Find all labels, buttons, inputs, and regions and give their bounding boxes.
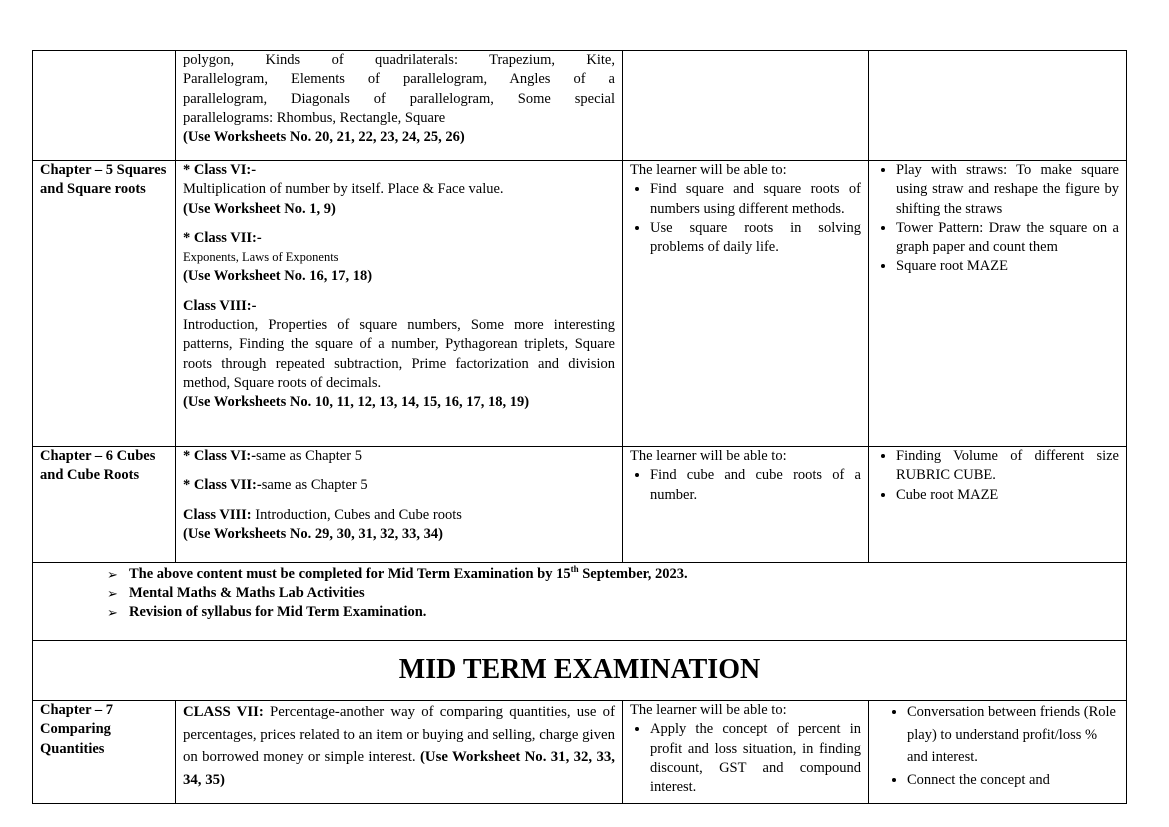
activity-cell [869, 161, 1127, 447]
outcome-cell [623, 51, 869, 161]
activity-list [876, 161, 1119, 277]
chapter-title: Chapter – 7 Comparing Quantities [33, 701, 176, 804]
table-row-chapter-7 [33, 701, 1127, 804]
notes-cell [33, 563, 1127, 641]
outcome-cell [623, 447, 869, 563]
class8-heading: Class VIII:- [183, 297, 257, 314]
outcome-intro: The learner will be able to: [630, 162, 787, 178]
list-item: • Finding Volume of different size RUBRIC CUBE. [896, 447, 1119, 486]
worksheet-reference: (Use Worksheets No. 20, 21, 22, 23, 24, 25, 26) [183, 129, 465, 146]
worksheet-reference: (Use Worksheets No. 10, 11, 12, 13, 14, 15, 16, 17, 18, 19) [183, 394, 530, 411]
class6-text: Multiplication of number by itself. Place & Face value. [183, 181, 504, 198]
list-item: • Cube root MAZE [896, 486, 1119, 505]
class8-text: Introduction, Cubes and Cube roots [251, 506, 462, 523]
class8-text: Introduction, Properties of square numbers, Some more interesting patterns, Finding the square of a number, Pythagorean triplets, Square roots through repeated subtraction, Prime factorization and division method, Square roots of decimals. [183, 317, 615, 391]
table-row-polygon [33, 51, 1127, 161]
worksheet-reference: (Use Worksheet No. 31, 32, 33, 34, 35) [183, 749, 615, 788]
list-item: ➢ The above content must be completed for Mid Term Examination by 15th September, 2023. [107, 564, 688, 582]
table-row-chapter-5 [33, 161, 1127, 447]
list-item: • Use square roots in solving problems of daily life. [650, 219, 861, 258]
class7-text: Percentage-another way of comparing quantities, use of percentages, prices related to an item or buying and selling, charge given on borrowed money or simple interest. [183, 704, 615, 765]
table-row-midterm [33, 641, 1127, 701]
class6-text: same as Chapter 5 [256, 448, 362, 464]
activity-cell [869, 701, 1127, 804]
content-line: parallelogram, Diagonals of parallelogram, Some special [183, 90, 615, 107]
arrow-bullet-icon: ➢ [107, 586, 118, 601]
content-line: polygon, Kinds of quadrilaterals: Trapezium, Kite, [183, 52, 615, 68]
list-item: • Play with straws: To make square using straw and reshape the figure by shifting the straws [896, 161, 1119, 219]
syllabus-table [32, 50, 1127, 804]
chapter-title: Chapter – 6 Cubes and Cube Roots [33, 447, 176, 563]
class6-heading: * Class VI:- [183, 448, 257, 464]
content-cell [176, 161, 623, 447]
chapter-title: Chapter – 5 Squares and Square roots [33, 161, 176, 447]
content-line: parallelograms: Rhombus, Rectangle, Square [183, 109, 446, 126]
list-item: • Find square and square roots of numbers using different methods. [650, 180, 861, 219]
class7-heading: CLASS VII: [183, 704, 264, 720]
class8-heading: Class VIII: [183, 506, 252, 523]
activity-cell [869, 447, 1127, 563]
outcome-intro: The learner will be able to: [630, 702, 787, 718]
worksheet-reference: (Use Worksheet No. 1, 9) [183, 200, 336, 217]
list-item: • Square root MAZE [896, 257, 1119, 276]
worksheet-reference: (Use Worksheets No. 29, 30, 31, 32, 33, 34) [183, 525, 443, 542]
arrow-bullet-icon: ➢ [107, 567, 118, 582]
class7-text: Exponents, Laws of Exponents [183, 250, 339, 265]
class6-heading: * Class VI:- [183, 162, 257, 178]
midterm-title: MID TERM EXAMINATION [33, 641, 1127, 701]
table-row-notes [33, 563, 1127, 641]
table-row-chapter-6 [33, 447, 1127, 563]
outcome-list [630, 466, 861, 505]
chapter-cell [33, 51, 176, 161]
activity-list [876, 701, 1119, 791]
list-item: • Conversation between friends (Role play) to understand profit/loss % and interest. [907, 701, 1119, 769]
list-item: ➢ Revision of syllabus for Mid Term Examination. [107, 604, 427, 620]
outcome-cell [623, 161, 869, 447]
list-item: • Tower Pattern: Draw the square on a graph paper and count them [896, 219, 1119, 258]
class7-text: same as Chapter 5 [261, 477, 368, 494]
outcome-cell [623, 701, 869, 804]
worksheet-reference: (Use Worksheet No. 16, 17, 18) [183, 268, 373, 285]
notes-list [40, 565, 1119, 622]
arrow-bullet-icon: ➢ [107, 605, 118, 620]
list-item: • Find cube and cube roots of a number. [650, 466, 861, 505]
list-item: • Connect the concept and [907, 769, 1119, 792]
class7-heading: * Class VII:- [183, 477, 262, 494]
outcome-intro: The learner will be able to: [630, 448, 787, 464]
activity-cell [869, 51, 1127, 161]
content-line: Parallelogram, Elements of parallelogram, Angles of a [183, 71, 615, 88]
content-cell [176, 51, 623, 161]
list-item: ➢ Mental Maths & Maths Lab Activities [107, 585, 365, 601]
outcome-list [630, 180, 861, 257]
outcome-list [630, 720, 861, 797]
activity-list [876, 447, 1119, 505]
content-cell [176, 701, 623, 804]
list-item: • Apply the concept of percent in profit and loss situation, in finding discount, GST and compound interest. [650, 720, 861, 797]
class7-heading: * Class VII:- [183, 229, 262, 246]
content-cell [176, 447, 623, 563]
